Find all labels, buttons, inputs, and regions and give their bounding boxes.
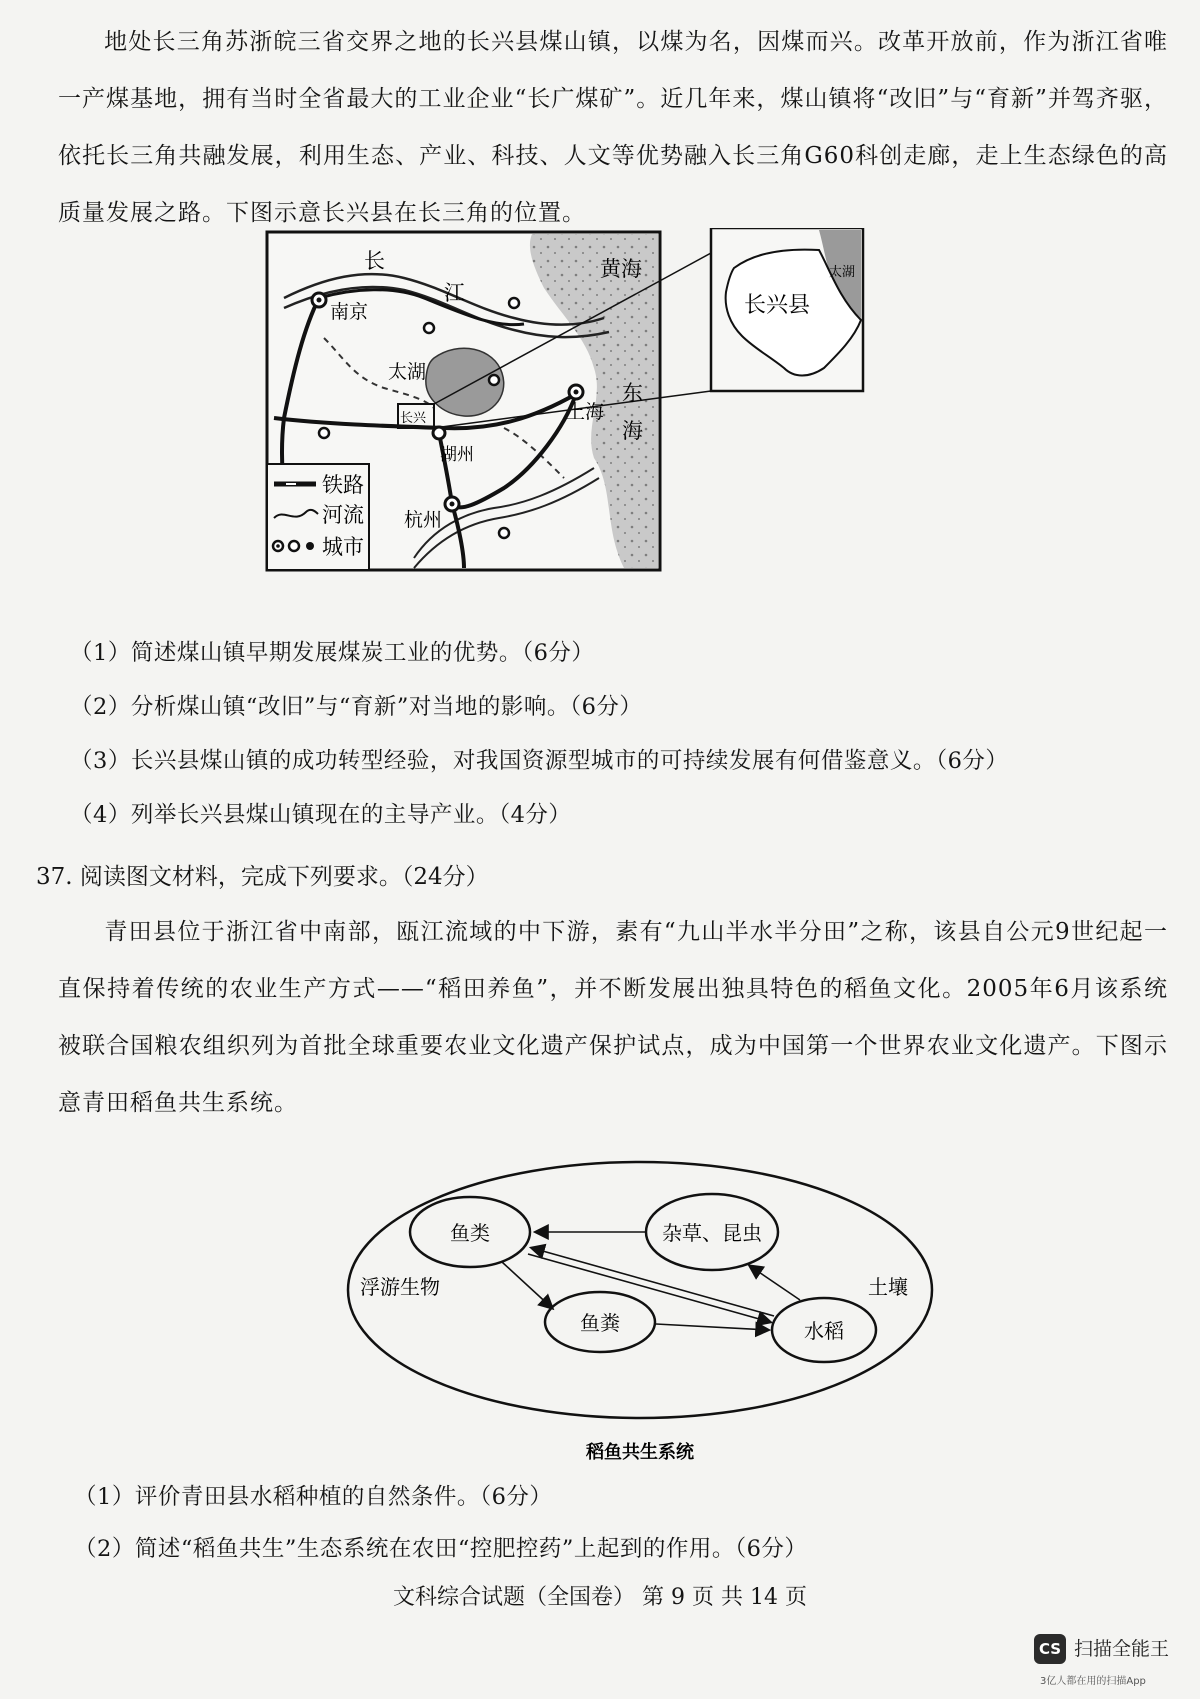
label-changjiang-2: 江: [444, 281, 465, 305]
page-footer: 文科综合试题（全国卷） 第 9 页 共 14 页: [393, 1585, 807, 1610]
label-hangzhou: 杭州: [404, 509, 443, 531]
label-soil: 土壤: [868, 1275, 908, 1299]
label-donghai-1: 东: [622, 381, 643, 405]
changsanjiao-location-map: [264, 228, 904, 594]
question-37-2: （2）简述“稻鱼共生”生态系统在农田“控肥控药”上起到的作用。（6分）: [74, 1536, 808, 1562]
label-changjiang-1: 长: [364, 249, 385, 273]
diagram-caption: 稻鱼共生系统: [586, 1442, 694, 1463]
passage-37: 青田县位于浙江省中南部，瓯江流域的中下游，素有“九山半水半分田”之称，该县自公元9世纪起一直保持着传统的农业生产方式——“稻田养鱼”，并不断发展出独具特色的稻鱼文化。2005年6月该系统被联合国粮农组织列为首批全球重要农业文化遗产保护试点，成为中国第一个世界农业文化遗产。下图示意青田稻鱼共生系统。: [58, 919, 1168, 1116]
inset-county-label: 长兴县: [744, 293, 811, 318]
scanner-logo: CS: [1034, 1634, 1066, 1664]
node-weeds-label: 杂草、昆虫: [662, 1221, 762, 1245]
scanner-watermark: [1030, 1632, 1190, 1692]
question-36-3: （3）长兴县煤山镇的成功转型经验，对我国资源型城市的可持续发展有何借鉴意义。（6分）: [70, 748, 1009, 774]
scanner-slogan: 3亿人都在用的扫描App: [1040, 1676, 1146, 1687]
node-rice-label: 水稻: [804, 1319, 844, 1343]
node-fish-top-label: 鱼类: [450, 1221, 490, 1245]
inset-lake-label: 太湖: [829, 265, 856, 280]
label-plankton: 浮游生物: [360, 1275, 440, 1299]
scanner-name: 扫描全能王: [1074, 1638, 1170, 1660]
label-shanghai: 上海: [566, 401, 605, 423]
label-taihu: 太湖: [388, 361, 427, 383]
legend-river: 河流: [322, 503, 364, 527]
node-fish-mid-label: 鱼粪: [580, 1311, 620, 1335]
legend-railway: 铁路: [322, 473, 364, 497]
legend-city: 城市: [322, 535, 364, 559]
rice-fish-diagram: [340, 1150, 940, 1470]
question-36-4: （4）列举长兴县煤山镇现在的主导产业。（4分）: [70, 802, 572, 828]
label-nanjing: 南京: [330, 301, 369, 323]
question-37-heading: 37. 阅读图文材料，完成下列要求。（24分）: [36, 864, 489, 890]
question-36-1: （1）简述煤山镇早期发展煤炭工业的优势。（6分）: [70, 640, 595, 666]
label-changxing: 长兴: [400, 411, 427, 426]
passage-36: 地处长三角苏浙皖三省交界之地的长兴县煤山镇，以煤为名，因煤而兴。改革开放前，作为浙江省唯一产煤基地，拥有当时全省最大的工业企业“长广煤矿”。近几年来，煤山镇将“改旧”与“育新”并驾齐驱，依托长三角共融发展，利用生态、产业、科技、人文等优势融入长三角G60科创走廊，走上生态绿色的高质量发展之路。下图示意长兴县在长三角的位置。: [58, 29, 1168, 226]
question-36-2: （2）分析煤山镇“改旧”与“育新”对当地的影响。（6分）: [70, 694, 643, 720]
question-37-1: （1）评价青田县水稻种植的自然条件。（6分）: [74, 1484, 553, 1510]
label-donghai-2: 海: [622, 419, 643, 443]
label-huzhou: 湖州: [440, 445, 474, 465]
label-huanghai: 黄海: [600, 257, 642, 281]
